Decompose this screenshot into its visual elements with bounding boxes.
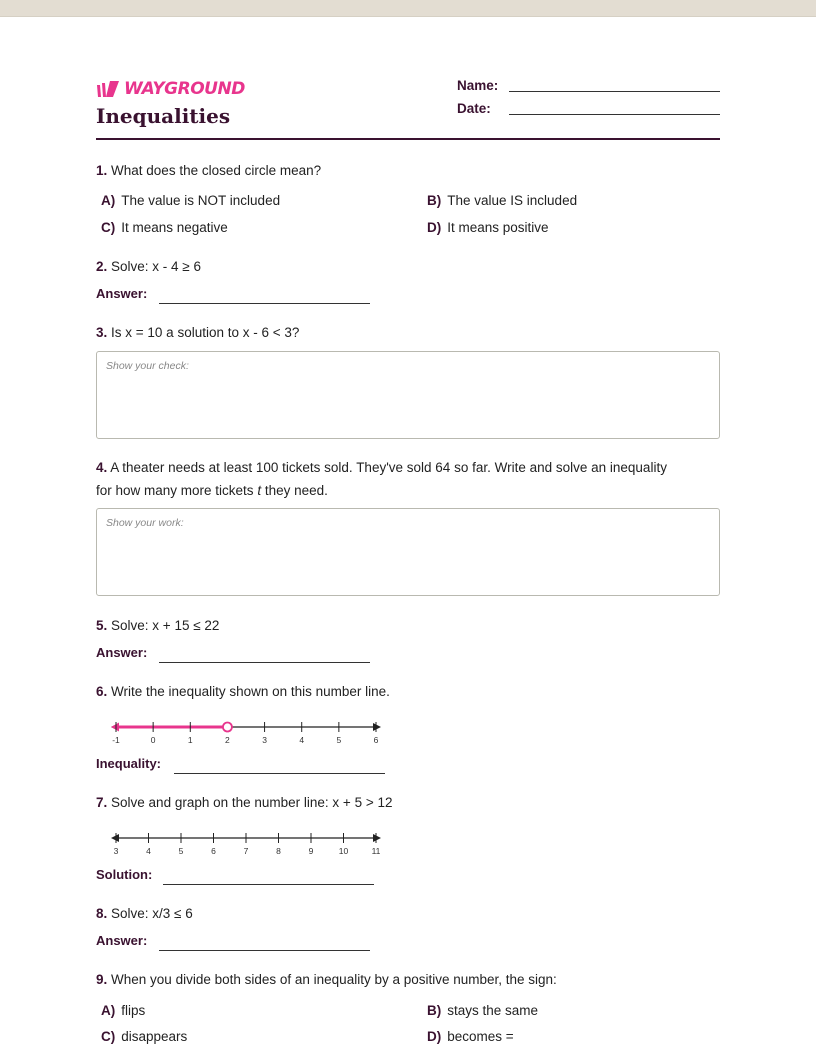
answer-label: Answer: [96, 645, 148, 660]
question-text: When you divide both sides of an inequality by a positive number, the sign: [111, 972, 557, 987]
option-text: It means positive [447, 220, 549, 235]
brand-mark-icon [96, 81, 120, 98]
question-number: 7. [96, 795, 108, 810]
question-2 [96, 259, 201, 274]
brand-logo [96, 80, 245, 98]
option-letter: A) [101, 1003, 116, 1018]
option-text: stays the same [447, 1003, 539, 1018]
question-number: 4. [96, 460, 108, 475]
question-number: 8. [96, 906, 108, 921]
browser-top-bar [0, 0, 816, 17]
q1-option-c[interactable] [101, 220, 228, 235]
question-1 [96, 163, 321, 178]
option-text: disappears [121, 1029, 188, 1044]
tick-label: 5 [336, 735, 342, 745]
solution-label: Solution: [96, 867, 153, 882]
question-text: they need. [261, 483, 328, 498]
option-text: It means negative [121, 220, 228, 235]
question-text: A theater needs at least 100 tickets sold. They've sold 64 so far. Write and solve an inequality [110, 460, 667, 475]
question-text: Solve and graph on the number line: x + 5 > 12 [111, 795, 393, 810]
option-letter: D) [427, 220, 442, 235]
tick-label: 2 [225, 735, 230, 745]
date-field[interactable] [509, 114, 720, 115]
question-4-continued [96, 483, 328, 498]
question-9 [96, 972, 557, 987]
option-letter: C) [101, 220, 116, 235]
tick-label: 10 [338, 846, 349, 856]
tick-label: 3 [262, 735, 267, 745]
q6-answer-field[interactable] [174, 772, 385, 774]
worksheet-title: Inequalities [96, 104, 231, 128]
question-8 [96, 906, 193, 921]
option-letter: C) [101, 1029, 116, 1044]
header-divider [96, 138, 720, 140]
tick-label: 7 [243, 846, 249, 856]
q6-number-line [100, 715, 400, 751]
option-text: flips [121, 1003, 146, 1018]
tick-label: 0 [150, 735, 156, 745]
question-text: Solve: x - 4 ≥ 6 [111, 259, 201, 274]
q9-option-a[interactable] [101, 1003, 145, 1018]
date-label: Date: [457, 101, 491, 116]
tick-label: 6 [373, 735, 379, 745]
question-number: 6. [96, 684, 108, 699]
question-5 [96, 618, 219, 633]
work-box-placeholder: Show your check: [106, 360, 189, 372]
question-text: Is x = 10 a solution to x - 6 < 3? [111, 325, 300, 340]
question-text: Write the inequality shown on this number line. [111, 684, 390, 699]
option-letter: D) [427, 1029, 442, 1044]
question-text: Solve: x + 15 ≤ 22 [111, 618, 220, 633]
q5-answer-field[interactable] [159, 661, 370, 663]
q9-option-d[interactable] [427, 1029, 514, 1044]
tick-label: 3 [113, 846, 119, 856]
question-text: What does the closed circle mean? [111, 163, 322, 178]
question-number: 9. [96, 972, 108, 987]
name-field[interactable] [509, 91, 720, 92]
question-4 [96, 460, 726, 475]
q3-work-box[interactable] [96, 351, 720, 439]
question-number: 1. [96, 163, 108, 178]
q7-answer-field[interactable] [163, 883, 374, 885]
answer-label: Answer: [96, 286, 148, 301]
tick-label: 9 [308, 846, 314, 856]
tick-label: 4 [299, 735, 305, 745]
shaded-arrow-icon [111, 723, 119, 732]
q1-option-a[interactable] [101, 193, 280, 208]
tick-label: 11 [371, 846, 381, 856]
question-number: 5. [96, 618, 108, 633]
question-3 [96, 325, 299, 340]
right-arrow-icon [373, 834, 381, 842]
tick-label: -1 [112, 735, 120, 745]
worksheet-page [0, 16, 816, 1056]
q1-option-b[interactable] [427, 193, 577, 208]
tick-label: 4 [146, 846, 151, 856]
question-6 [96, 684, 390, 699]
option-text: becomes = [447, 1029, 514, 1044]
option-letter: B) [427, 1003, 442, 1018]
q9-option-b[interactable] [427, 1003, 538, 1018]
question-7 [96, 795, 392, 810]
variable-t: t [257, 483, 262, 498]
answer-label: Answer: [96, 933, 148, 948]
q8-answer-field[interactable] [159, 949, 370, 951]
tick-label: 8 [276, 846, 281, 856]
option-text: The value is NOT included [121, 193, 281, 208]
question-text: Solve: x/3 ≤ 6 [111, 906, 193, 921]
q9-option-c[interactable] [101, 1029, 187, 1044]
inequality-label: Inequality: [96, 756, 162, 771]
right-arrow-icon [373, 723, 381, 731]
brand-name: WAYGROUND [124, 79, 245, 99]
question-number: 3. [96, 325, 108, 340]
open-circle-endpoint [223, 723, 232, 732]
option-letter: A) [101, 193, 116, 208]
q7-number-line[interactable] [100, 826, 400, 862]
name-label: Name: [457, 78, 499, 93]
option-text: The value IS included [447, 193, 578, 208]
tick-label: 6 [211, 846, 216, 856]
tick-label: 1 [187, 735, 193, 745]
tick-label: 5 [178, 846, 184, 856]
option-letter: B) [427, 193, 442, 208]
question-number: 2. [96, 259, 108, 274]
q2-answer-field[interactable] [159, 302, 370, 304]
q4-work-box[interactable] [96, 508, 720, 596]
question-text: for how many more tickets [96, 483, 258, 498]
left-arrow-icon [111, 834, 119, 842]
work-box-placeholder: Show your work: [106, 517, 184, 529]
q1-option-d[interactable] [427, 220, 549, 235]
